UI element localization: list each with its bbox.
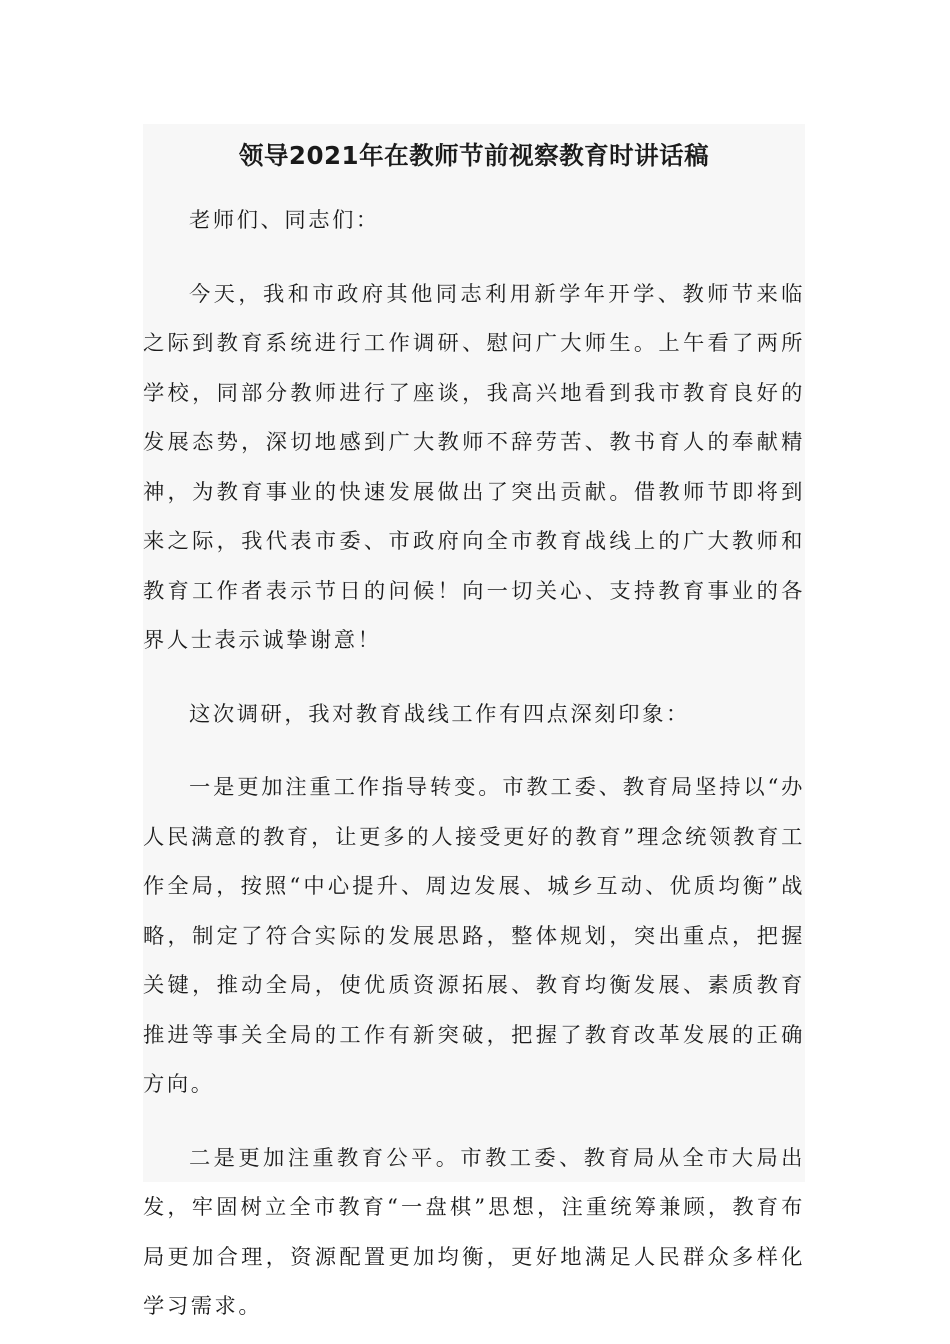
document-page — [143, 124, 805, 1319]
spacer — [143, 739, 805, 763]
spacer — [143, 246, 805, 270]
body-paragraph-point-one: 一是更加注重工作指导转变。市教工委、教育局坚持以“办人民满意的教育，让更多的人接受更好的教育”理念统领教育工作全局，按照“中心提升、周边发展、城乡互动、优质均衡”战略，制定了符合实际的发展思路，整体规划，突出重点，把握关键，推动全局，使优质资源拓展、教育均衡发展、素质教育推进等事关全局的工作有新突破，把握了教育改革发展的正确方向。 — [143, 775, 805, 1097]
salutation-paragraph: 老师们、同志们： — [189, 208, 380, 233]
body-paragraph-greeting: 今天，我和市政府其他同志利用新学年开学、教师节来临之际到教育系统进行工作调研、慰问广大师生。上午看了两所学校，同部分教师进行了座谈，我高兴地看到我市教育良好的发展态势，深切地感到广大教师不辞劳苦、教书育人的奉献精神，为教育事业的快速发展做出了突出贡献。借教师节即将到来之际，我代表市委、市政府向全市教育战线上的广大教师和教育工作者表示节日的问候！向一切关心、支持教育事业的各界人士表示诚挚谢意！ — [143, 281, 805, 653]
spacer — [143, 1110, 805, 1134]
body-paragraph-point-two: 二是更加注重教育公平。市教工委、教育局从全市大局出发，牢固树立全市教育“一盘棋”思想，注重统筹兼顾，教育布局更加合理，资源配置更加均衡，更好地满足人民群众多样化学习需求。 — [143, 1145, 805, 1319]
body-paragraph-impressions-intro: 这次调研，我对教育战线工作有四点深刻印象： — [189, 701, 690, 727]
document-title: 领导2021年在教师节前视察教育时讲话稿 — [238, 141, 710, 170]
spacer — [143, 176, 805, 196]
spacer — [143, 666, 805, 690]
